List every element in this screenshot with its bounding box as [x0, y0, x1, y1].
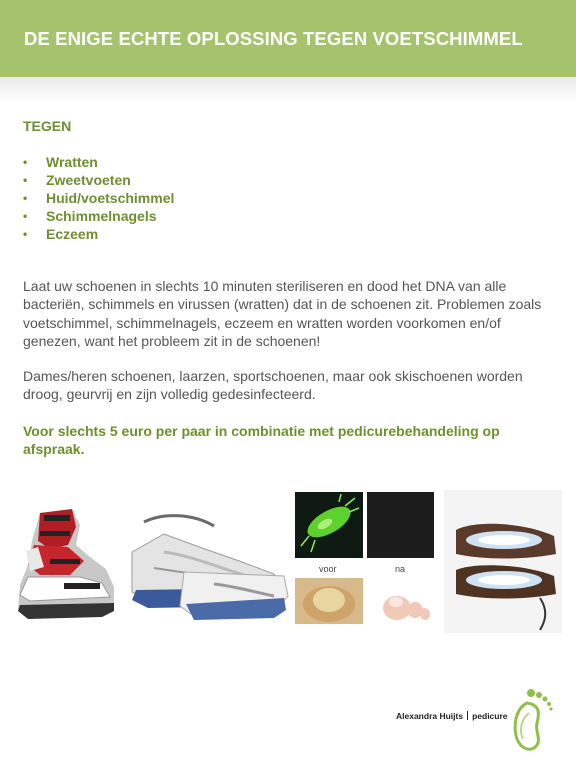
ski-boot-image: [10, 505, 122, 630]
caption-before: voor: [319, 564, 337, 574]
bullet-icon: •: [23, 155, 28, 169]
list-item-label: Zweetvoeten: [46, 172, 131, 188]
section-heading: TEGEN: [23, 118, 72, 134]
bullet-icon: •: [23, 173, 28, 187]
caption-after: na: [395, 564, 406, 574]
footer-separator: [467, 711, 468, 720]
shoe-types-paragraph: Dames/heren schoenen, laarzen, sportschoenen, maar ook skischoenen worden droog, geurvrij en zijn volledig gedesinfecteerd.: [23, 368, 523, 403]
bacteria-image: [295, 492, 363, 558]
healthy-toe-image: [367, 578, 434, 624]
list-item: [23, 207, 174, 225]
footer-brand: [396, 711, 508, 721]
bullet-icon: •: [23, 191, 28, 205]
list-item-label: Huid/voetschimmel: [46, 190, 175, 206]
footer-name: Alexandra Huijts: [396, 711, 464, 721]
footer-service: pedicure: [472, 711, 508, 721]
condition-list: [23, 153, 174, 243]
sneakers-image: [124, 512, 289, 622]
header-band: [0, 0, 576, 77]
list-item-label: Schimmelnagels: [46, 208, 157, 224]
header-shadow: [0, 77, 576, 103]
clean-sample-image: [367, 492, 434, 558]
list-item: [23, 153, 174, 171]
bullet-icon: •: [23, 209, 28, 223]
list-item: [23, 189, 174, 207]
list-item: [23, 171, 174, 189]
list-item-label: Wratten: [46, 154, 98, 170]
loafers-uv-image: [444, 490, 562, 633]
footprint-logo-icon: [505, 683, 555, 755]
list-item: [23, 225, 174, 243]
page-title: DE ENIGE ECHTE OPLOSSING TEGEN VOETSCHIMMEL: [24, 28, 523, 49]
before-after-collage: [293, 490, 436, 625]
list-item-label: Eczeem: [46, 226, 99, 242]
bullet-icon: •: [23, 227, 28, 241]
infected-toe-image: [295, 578, 363, 624]
intro-paragraph: Laat uw schoenen in slechts 10 minuten steriliseren en dood het DNA van alle bacteriën, schimmels en virussen (wratten) dat in de schoenen zit. Problemen zoals voetschimmel, schimmelnagels, eczeem en wratten worden voorkomen en/of genezen, want het probleem zit in de schoenen!: [23, 278, 542, 349]
price-offer: Voor slechts 5 euro per paar in combinatie met pedicurebehandeling op afspraak.: [23, 423, 500, 458]
